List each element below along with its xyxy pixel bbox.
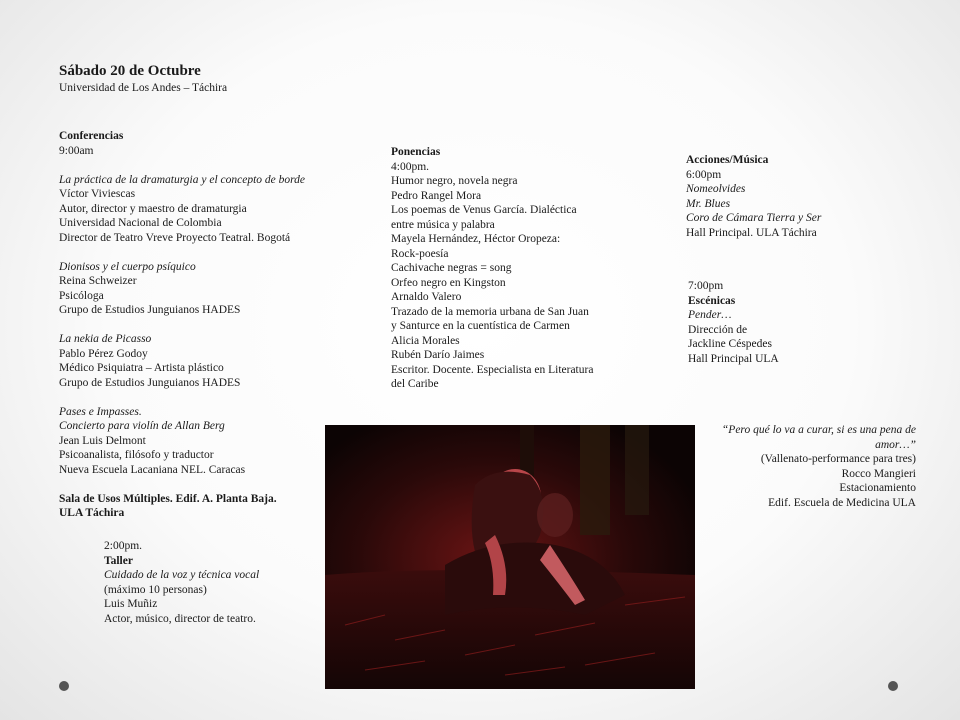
ponencias-line: del Caribe [391,378,439,390]
conferencias-heading: Conferencias [59,130,124,142]
taller-line: Luis Muñiz [104,598,158,610]
talk-title: La práctica de la dramaturgia y el concepto de borde [59,173,306,186]
taller-line: Actor, músico, director de teatro. [104,612,256,625]
talk-title: Dionisos y el cuerpo psíquico [59,260,196,273]
talk-line: Jean Luis Delmont [59,434,146,447]
escenicas-section [688,279,779,366]
vallenato-line: Rocco Mangieri [841,467,916,480]
talk-line: Grupo de Estudios Junguianos HADES [59,304,241,316]
escenicas-title: Pender… [688,309,732,321]
ponencias-line: 4:00pm. [391,160,430,173]
ponencias-section [391,145,593,392]
ponencias-line: Humor negro, novela negra [391,175,518,187]
slide-dot-left [59,681,69,691]
ponencias-line: Escritor. Docente. Especialista en Literatura [391,363,594,376]
ponencias-line: Alicia Morales [391,334,460,347]
conferencias-location: Sala de Usos Múltiples. Edif. A. Planta Baja. [59,492,277,505]
taller-heading: Taller [104,554,133,567]
vallenato-line: Edif. Escuela de Medicina ULA [768,496,916,509]
ponencias-line: Pedro Rangel Mora [391,189,482,202]
ponencias-line: Rubén Darío Jaimes [391,349,485,361]
ponencias-line: y Santurce en la cuentística de Carmen [391,320,570,332]
escenicas-time: 7:00pm [688,280,724,292]
talk-line: Víctor Viviescas [59,188,136,200]
ponencias-heading: Ponencias [391,146,441,158]
escenicas-heading: Escénicas [688,294,736,307]
talk-title: Concierto para violín de Allan Berg [59,420,225,432]
talk-line: Director de Teatro Vreve Proyecto Teatral. Bogotá [59,231,291,244]
ponencias-line: Cachivache negras = song [391,262,512,274]
taller-section [104,539,259,626]
talk-line: Nueva Escuela Lacaniana NEL. Caracas [59,463,246,476]
venue: Universidad de Los Andes – Táchira [59,82,228,94]
escenicas-line: Jackline Céspedes [688,338,772,350]
vallenato-title: amor…” [875,438,916,451]
talk-line: Médico Psiquiatra – Artista plástico [59,362,224,374]
taller-time: 2:00pm. [104,540,143,552]
escenicas-line: Hall Principal ULA [688,352,779,365]
ponencias-line: Los poemas de Venus García. Dialéctica [391,204,577,216]
ponencias-line: Orfeo negro en Kingston [391,276,506,289]
talk-line: Psicóloga [59,289,104,302]
ponencias-line: Mayela Hernández, Héctor Oropeza: [391,233,561,245]
talk-line: Grupo de Estudios Junguianos HADES [59,376,241,389]
acciones-heading: Acciones/Música [686,154,769,166]
escenicas-line: Dirección de [688,323,748,336]
header [59,63,227,96]
acciones-location: Hall Principal. ULA Táchira [686,226,817,239]
vallenato-line: Estacionamiento [839,482,916,494]
talk-line: Reina Schweizer [59,275,137,287]
talk-title: La nekia de Picasso [59,333,152,345]
acciones-item: Mr. Blues [686,197,731,210]
performance-photo [325,425,695,689]
vallenato-title: “Pero qué lo va a curar, si es una pena de [721,424,916,436]
talk-line: Pablo Pérez Godoy [59,347,148,360]
ponencias-line: Trazado de la memoria urbana de San Juan [391,305,589,318]
taller-line: (máximo 10 personas) [104,583,207,596]
taller-title: Cuidado de la voz y técnica vocal [104,569,260,581]
acciones-time: 6:00pm [686,168,722,181]
talk-line: Universidad Nacional de Colombia [59,217,222,229]
conferencias-time: 9:00am [59,144,94,157]
talk-line: Autor, director y maestro de dramaturgia [59,202,247,215]
acciones-section [686,153,821,240]
conferencias-section [59,129,305,521]
ponencias-line: entre música y palabra [391,218,495,231]
talk-line: Psicoanalista, filósofo y traductor [59,449,214,461]
ponencias-line: Rock-poesía [391,247,449,260]
ponencias-line: Arnaldo Valero [391,291,462,303]
slide-dot-right [888,681,898,691]
page-title: Sábado 20 de Octubre [59,63,201,79]
acciones-item: Nomeolvides [686,183,746,195]
acciones-item: Coro de Cámara Tierra y Ser [686,212,822,224]
talk-title: Pases e Impasses. [59,405,142,418]
vallenato-line: (Vallenato-performance para tres) [760,453,916,465]
conferencias-location: ULA Táchira [59,507,125,519]
vallenato-section [722,423,916,510]
